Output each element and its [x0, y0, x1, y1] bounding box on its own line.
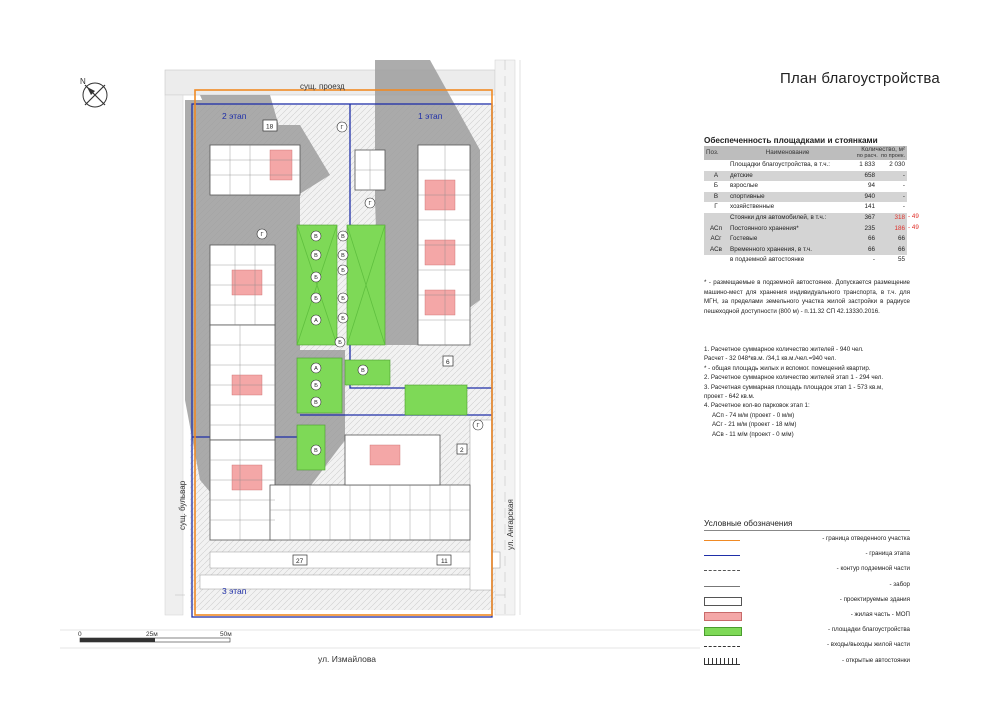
zone-v-7 — [311, 445, 321, 455]
header-qty-label: Количество, м² — [861, 146, 905, 153]
table-cell-proj: 318 — [877, 213, 907, 224]
table-row — [704, 171, 907, 182]
table-row — [704, 160, 907, 171]
zone-g-3 — [257, 229, 267, 239]
table-cell-pos: Г — [704, 202, 728, 213]
table-cell-name: в подземной автостоянке — [728, 255, 847, 266]
header-qty — [847, 146, 907, 160]
table-cell-pos: Б — [704, 181, 728, 192]
legend-label: - проектируемые здания — [839, 595, 910, 603]
table-cell-calc: 1 833 — [847, 160, 877, 171]
calc-list-item: 4. Расчетное кол-во парковок этап 1: — [704, 402, 810, 410]
header-pos: Поз. — [704, 146, 728, 160]
legend-item — [704, 534, 910, 546]
zone-b-4 — [338, 293, 348, 303]
header-qty-sub — [849, 153, 905, 160]
table-cell-name: взрослые — [728, 181, 847, 192]
legend-divider — [704, 530, 910, 531]
table-row — [704, 224, 907, 235]
entrance-symbol — [704, 646, 740, 647]
legend-item — [704, 656, 910, 668]
svg-text:В: В — [314, 448, 318, 454]
north-arrow — [80, 77, 107, 107]
legend-label: - граница этапа — [865, 550, 910, 558]
table-cell-proj: 2 030 — [877, 160, 907, 171]
svg-text:В: В — [314, 253, 318, 259]
table-cell-calc: 367 — [847, 213, 877, 224]
building-symbol — [704, 597, 742, 606]
legend-label: - граница отведенного участка — [822, 535, 910, 542]
residential-mop-symbol — [704, 612, 742, 621]
table-cell-calc: 235 — [847, 224, 877, 235]
svg-text:Б: Б — [341, 296, 345, 302]
table-cell-calc: 94 — [847, 181, 877, 192]
calc-list-item: 3. Расчетная суммарная площадь площадок этап 1 - 573 кв.м, — [704, 383, 883, 391]
legend-item — [704, 595, 910, 607]
stage-3-label: 3 этап — [222, 586, 247, 596]
stage-1-label: 1 этап — [418, 111, 443, 121]
table-cell-name: хозяйственные — [728, 202, 847, 213]
scale-bar — [78, 631, 232, 642]
calc-list-item: 2. Расчетное суммарное количество жителей этап 1 - 294 чел. — [704, 374, 884, 382]
scale-50: 50м — [220, 631, 232, 638]
table-cell-name: Постоянного хранения* — [728, 224, 847, 235]
provision-table — [704, 146, 907, 266]
table-title: Обеспеченность площадками и стоянками — [704, 136, 878, 145]
table-cell-pos: АСп — [704, 224, 728, 235]
calc-list-item: АСп - 74 м/м (проект - 0 м/м) — [712, 411, 795, 419]
table-cell-calc: - — [847, 255, 877, 266]
table-cell-name: Стоянки для автомобилей, в т.ч.: — [728, 213, 847, 224]
zone-v-4 — [338, 250, 348, 260]
delta-value: - 49 — [908, 223, 919, 231]
header-name: Наименование — [728, 146, 847, 160]
table-cell-proj: 66 — [877, 245, 907, 256]
zone-g-2 — [365, 198, 375, 208]
underground-outline-symbol — [704, 570, 740, 571]
zone-b-2 — [338, 265, 348, 275]
street-top: сущ. проезд — [300, 82, 345, 91]
table-row — [704, 181, 907, 192]
table-row — [704, 255, 907, 266]
zone-b-7 — [311, 380, 321, 390]
table-cell-proj: 55 — [877, 255, 907, 266]
scale-0: 0 — [78, 631, 82, 638]
legend-title: Условные обозначения — [704, 519, 793, 528]
parking-note: * - размещаемые в подземной автостоянке. Допускается размещение машино-мест для хранения индивидуального транспорта, в т.ч. для МГН, за пределами земельного участка жилой застройки в радиусе пешеходной доступности (800 м) - п.11.32 СП 42.13330.2016. — [704, 279, 910, 315]
legend-label: - входы/выходы жилой части — [827, 641, 910, 649]
legend-item — [704, 610, 910, 622]
svg-text:В: В — [361, 368, 365, 374]
stage-2-label: 2 этап — [222, 111, 247, 121]
table-cell-calc: 66 — [847, 234, 877, 245]
svg-text:Б: Б — [341, 316, 345, 322]
table-cell-name: Площадки благоустройства, в т.ч.: — [728, 160, 847, 171]
table-cell-name: детские — [728, 171, 847, 182]
legend-label: - контур подземной части — [836, 565, 910, 573]
svg-text:Б: Б — [314, 383, 318, 389]
badge-11: 11 — [441, 558, 448, 565]
landscaping-symbol — [704, 627, 742, 636]
legend-label: - жилая часть - МОП — [850, 611, 910, 618]
stage-boundary-symbol — [704, 555, 740, 556]
zone-a-1 — [311, 315, 321, 325]
table-cell-pos: А — [704, 171, 728, 182]
table-row — [704, 202, 907, 213]
calc-list-item: АСг - 21 м/м (проект - 18 м/м) — [712, 421, 797, 429]
table-cell-calc: 940 — [847, 192, 877, 203]
svg-text:Б: Б — [314, 296, 318, 302]
delta-value: - 49 — [908, 213, 919, 220]
calc-list-item: Расчет - 32 048*кв.м. /34,1 кв.м./чел.=940 чел. — [704, 355, 837, 363]
table-cell-proj: 186 — [877, 224, 907, 235]
zone-a-2 — [311, 363, 321, 373]
page-title: План благоустройства — [780, 70, 940, 87]
table-cell-name: Гостевые — [728, 234, 847, 245]
table-cell-pos — [704, 160, 728, 171]
zone-b-3 — [311, 293, 321, 303]
zone-v-1 — [311, 231, 321, 241]
svg-text:Б: Б — [341, 268, 345, 274]
table-cell-proj: 66 — [877, 234, 907, 245]
svg-text:В: В — [314, 400, 318, 406]
badge-2: 2 — [460, 447, 464, 454]
table-header-row — [704, 146, 907, 160]
table-cell-name: Временного хранения, в т.ч. — [728, 245, 847, 256]
table-row — [704, 234, 907, 245]
north-label: N — [80, 77, 86, 86]
calc-list-item: АСв - 11 м/м (проект - 0 м/м) — [712, 430, 794, 438]
svg-text:Б: Б — [338, 340, 342, 346]
badge-27: 27 — [296, 558, 304, 565]
svg-text:Г: Г — [368, 201, 372, 207]
svg-text:В: В — [341, 253, 345, 259]
svg-text:Г: Г — [340, 125, 344, 131]
svg-text:А: А — [314, 318, 318, 324]
table-row — [704, 245, 907, 256]
calc-list — [704, 345, 914, 439]
svg-text:А: А — [314, 366, 318, 372]
table-cell-pos — [704, 255, 728, 266]
table-cell-proj: - — [877, 181, 907, 192]
legend-item — [704, 625, 910, 637]
zone-g-1 — [337, 122, 347, 132]
notes-block — [704, 278, 910, 316]
table-cell-pos: АСг — [704, 234, 728, 245]
legend-item — [704, 580, 910, 592]
legend-label: - площадки благоустройства — [828, 626, 910, 634]
zone-v-6 — [358, 365, 368, 375]
fence-symbol — [704, 586, 740, 587]
parking-symbol — [704, 658, 740, 665]
zone-b-1 — [311, 272, 321, 282]
header-proj: по проек. — [880, 153, 905, 159]
table-cell-name: спортивные — [728, 192, 847, 203]
table-row — [704, 213, 907, 224]
calc-list-item: * - общая площадь жилых и вспомог. помещений квартир. — [704, 364, 871, 372]
zone-g-4 — [473, 420, 483, 430]
zone-v-2 — [338, 231, 348, 241]
table-cell-calc: 141 — [847, 202, 877, 213]
svg-text:Г: Г — [476, 423, 480, 429]
svg-text:В: В — [341, 234, 345, 240]
table-cell-proj: - — [877, 192, 907, 203]
legend-label: - забор — [889, 580, 910, 588]
table-cell-calc: 66 — [847, 245, 877, 256]
zone-b-5 — [338, 313, 348, 323]
zone-b-6 — [335, 337, 345, 347]
legend-item — [704, 640, 910, 652]
legend-label: - открытые автостоянки — [842, 656, 910, 664]
street-left: сущ. бульвар — [178, 480, 187, 530]
table-cell-pos — [704, 213, 728, 224]
scale-25: 25м — [146, 631, 158, 638]
header-calc: по расч. — [856, 153, 878, 159]
table-cell-proj: - — [877, 171, 907, 182]
table-cell-calc: 658 — [847, 171, 877, 182]
svg-text:В: В — [314, 234, 318, 240]
legend-item — [704, 564, 910, 576]
zone-v-3 — [311, 250, 321, 260]
table-cell-proj: - — [877, 202, 907, 213]
calc-list-item: проект - 642 кв.м. — [704, 393, 755, 401]
street-right: ул. Ангарская — [506, 499, 515, 550]
street-bottom: ул. Измайлова — [318, 654, 377, 664]
svg-text:Г: Г — [260, 232, 264, 238]
legend-item — [704, 549, 910, 561]
svg-text:Б: Б — [314, 275, 318, 281]
table-cell-pos: АСв — [704, 245, 728, 256]
zone-v-5 — [311, 397, 321, 407]
plot-boundary-symbol — [704, 540, 740, 541]
table-cell-pos: В — [704, 192, 728, 203]
badge-18: 18 — [266, 123, 274, 131]
badge-6: 6 — [446, 359, 450, 366]
table-row — [704, 192, 907, 203]
calc-list-item: 1. Расчетное суммарное количество жителей - 940 чел. — [704, 346, 864, 353]
